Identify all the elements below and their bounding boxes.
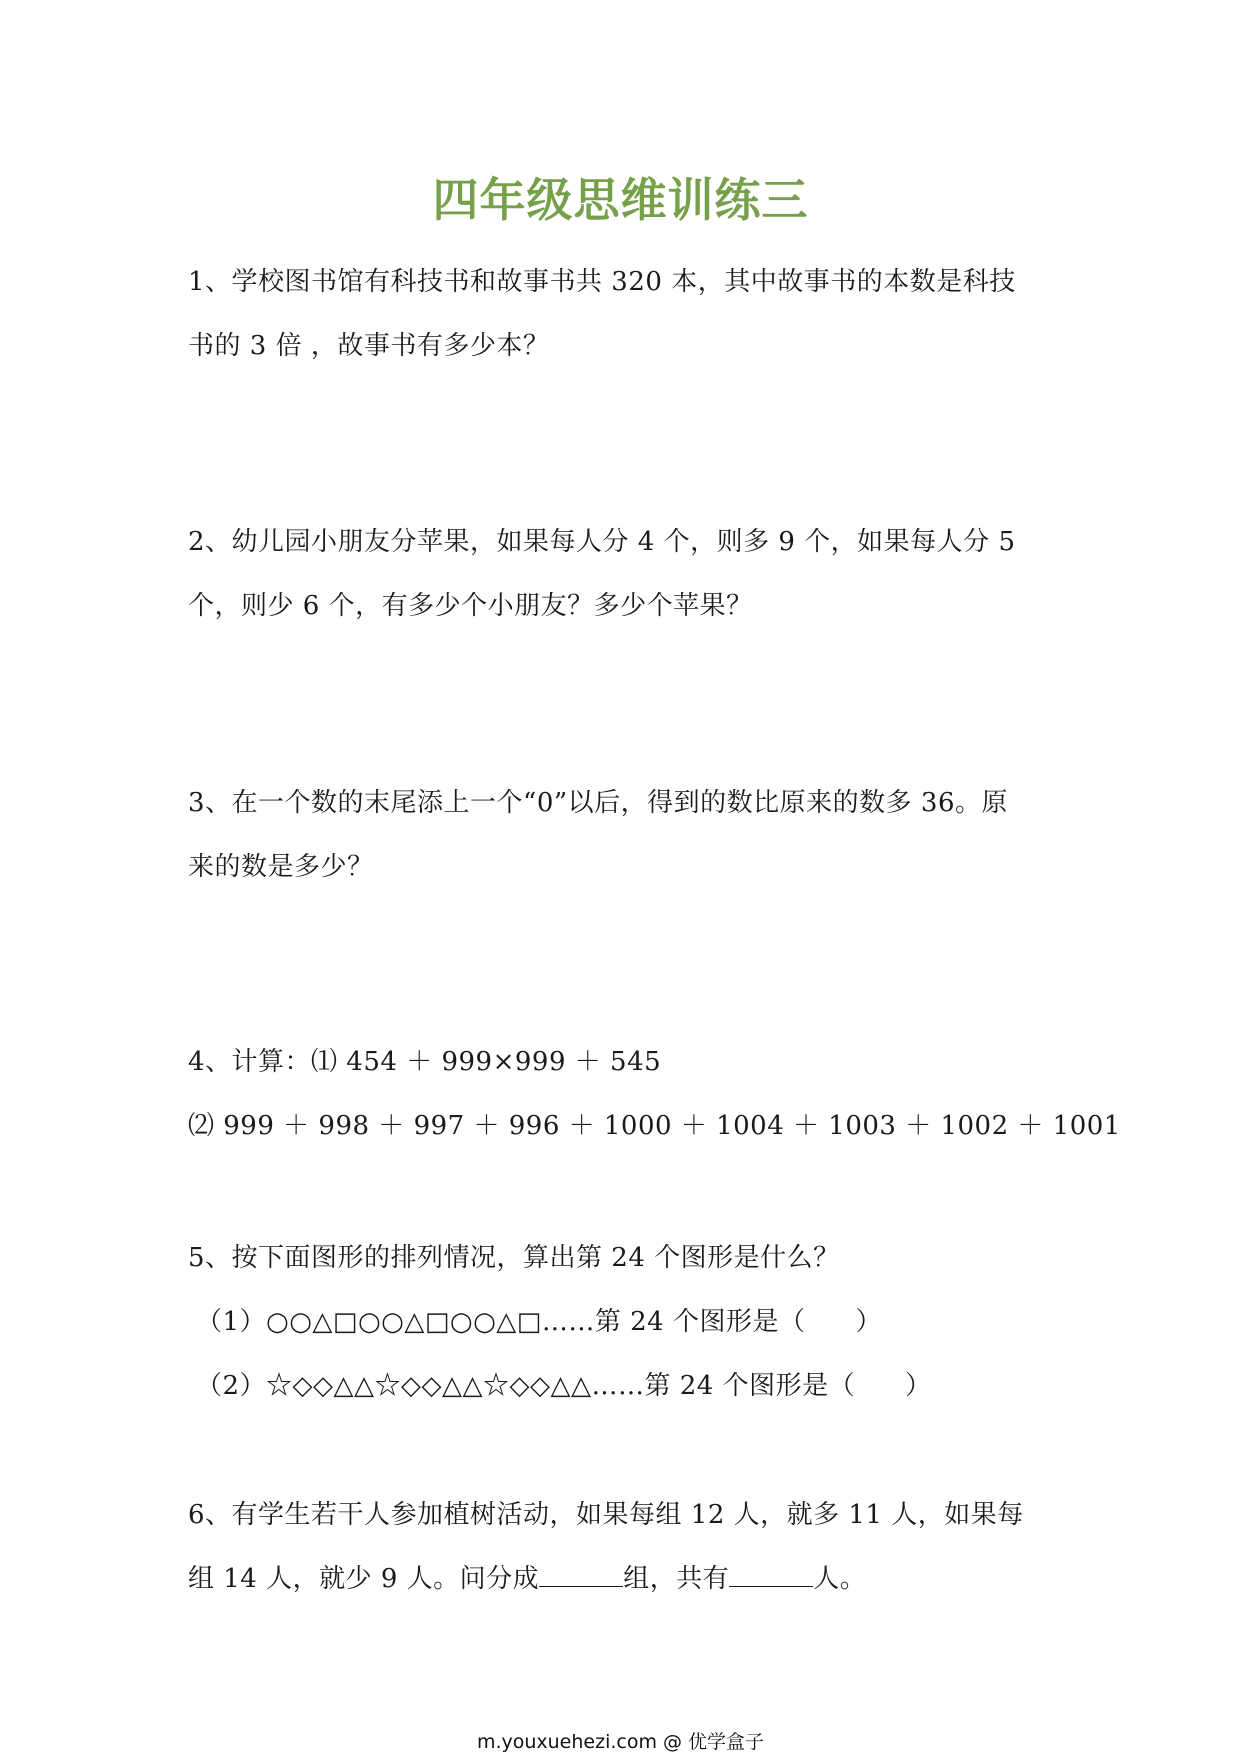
question-6-text-b: 组，共有	[623, 1564, 730, 1594]
question-5-sub-2-close: ）	[905, 1371, 932, 1401]
answer-blank-people[interactable]	[729, 1560, 813, 1587]
question-3-line-1: 3、在一个数的末尾添上一个“0”以后，得到的数比原来的数多 36。原	[188, 788, 1009, 818]
question-5-sub-1-text: （1）○○△□○○△□○○△□……第 24 个图形是（	[196, 1307, 806, 1337]
question-6-text-a: 组 14 人，就少 9 人。问分成	[188, 1564, 540, 1594]
footer-watermark: m.youxuehezi.com @ 优学盒子	[476, 1731, 765, 1753]
question-5-sub-1	[196, 1302, 882, 1342]
question-3-line-2: 来的数是多少？	[188, 852, 374, 882]
question-2-line-2: 个，则少 6 个，有多少个小朋友？多少个苹果？	[188, 591, 753, 621]
question-1-line-1: 1、学校图书馆有科技书和故事书共 320 本，其中故事书的本数是科技	[188, 267, 1016, 297]
question-5-sub-2	[196, 1366, 932, 1406]
question-6-line-1: 6、有学生若干人参加植树活动，如果每组 12 人，就多 11 人，如果每	[188, 1500, 1024, 1530]
question-5-sub-1-close: ）	[855, 1307, 882, 1337]
page-title: 四年级思维训练三	[432, 173, 809, 227]
question-4-line-2: ⑵ 999 ＋ 998 ＋ 997 ＋ 996 ＋ 1000 ＋ 1004 ＋ 1003 ＋ 1002 ＋ 1001	[188, 1111, 1121, 1141]
question-5-line-1: 5、按下面图形的排列情况，算出第 24 个图形是什么？	[188, 1243, 840, 1273]
question-5-sub-2-text: （2）☆◇◇△△☆◇◇△△☆◇◇△△……第 24 个图形是（	[196, 1371, 856, 1401]
answer-blank-groups[interactable]	[539, 1560, 623, 1587]
question-2-line-1: 2、幼儿园小朋友分苹果，如果每人分 4 个，则多 9 个，如果每人分 5	[188, 527, 1016, 557]
question-6-text-c: 人。	[813, 1564, 867, 1594]
question-4-line-1: 4、计算：⑴ 454 ＋ 999×999 ＋ 545	[188, 1047, 662, 1077]
question-6-line-2	[188, 1559, 866, 1599]
question-1-line-2: 书的 3 倍 ，故事书有多少本？	[188, 331, 550, 361]
